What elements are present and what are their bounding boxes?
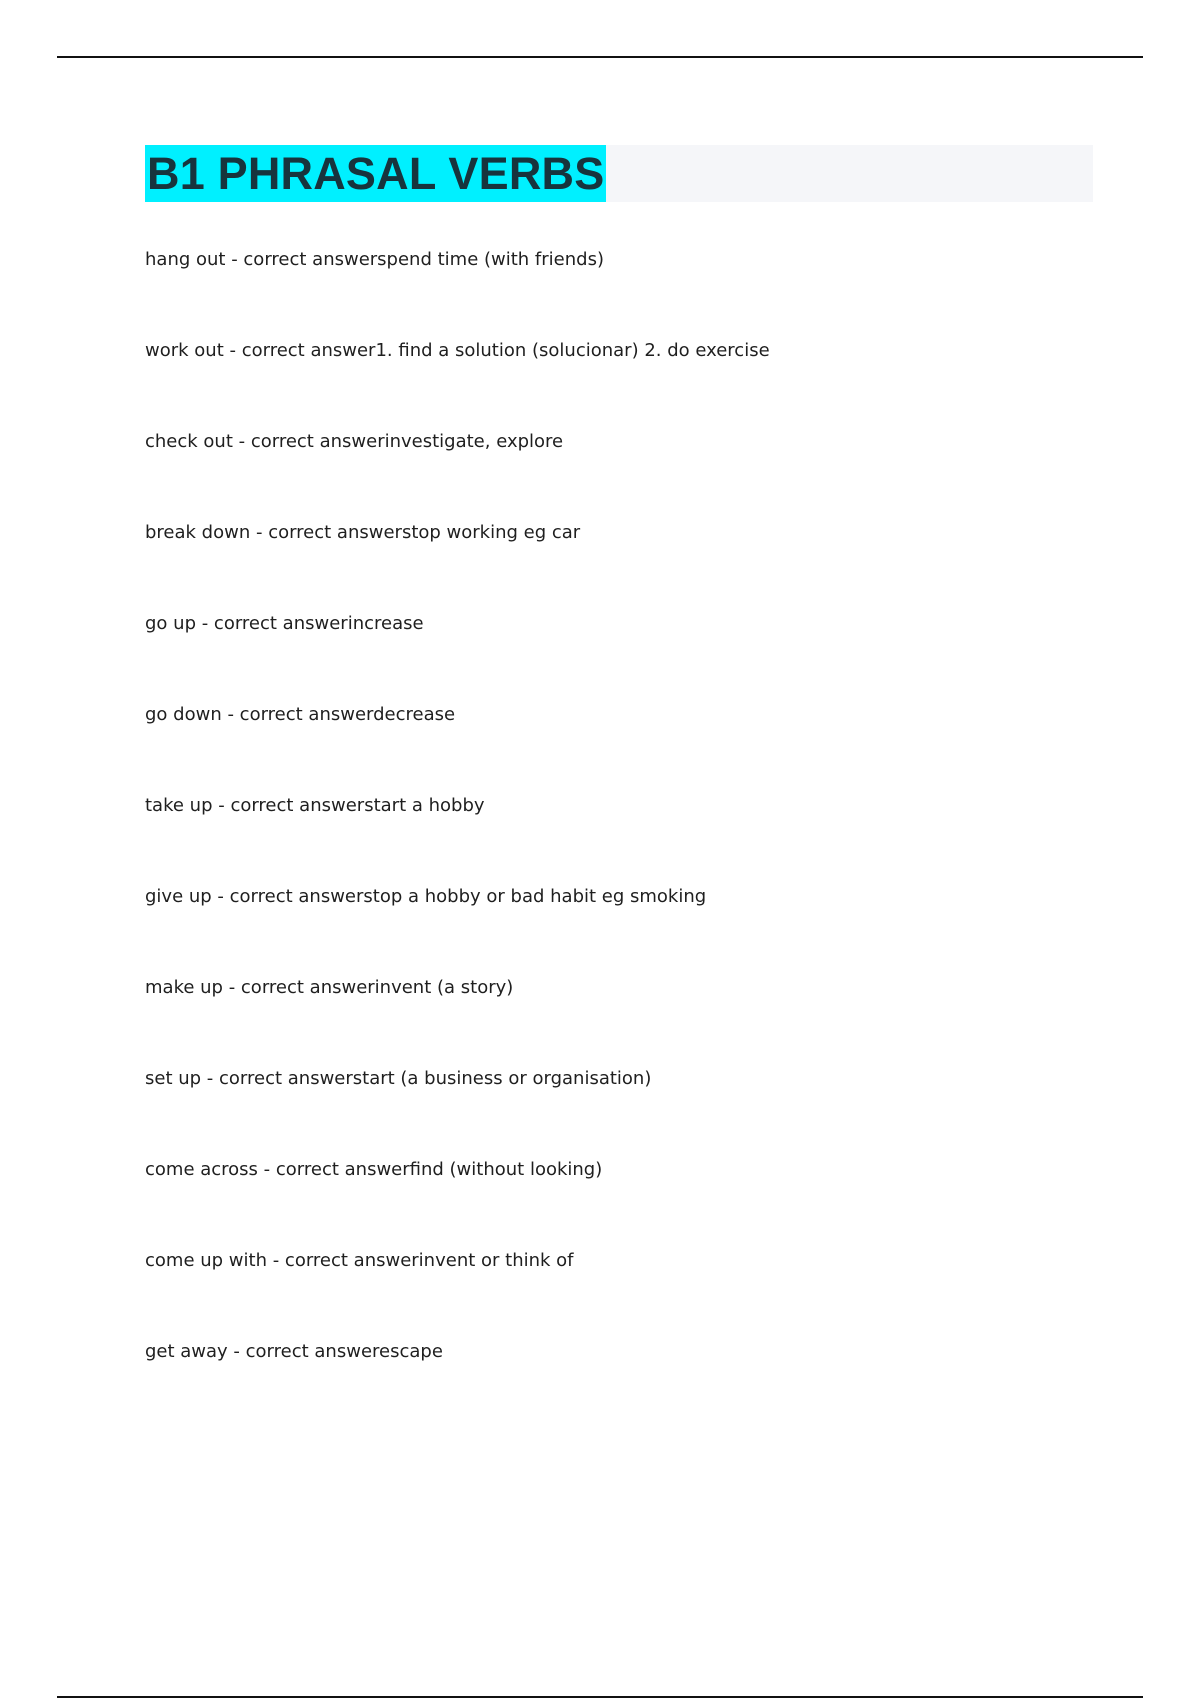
phrasal-verb-list bbox=[145, 244, 1095, 1427]
list-item: make up - correct answerinvent (a story) bbox=[145, 977, 514, 998]
list-item: go up - correct answerincrease bbox=[145, 613, 424, 634]
list-item: give up - correct answerstop a hobby or bad habit eg smoking bbox=[145, 886, 707, 907]
footer-rule bbox=[57, 1696, 1143, 1698]
list-item: hang out - correct answerspend time (with friends) bbox=[145, 249, 604, 270]
list-item: get away - correct answerescape bbox=[145, 1341, 443, 1362]
list-item: take up - correct answerstart a hobby bbox=[145, 795, 485, 816]
list-item: go down - correct answerdecrease bbox=[145, 704, 456, 725]
list-item: come across - correct answerfind (without looking) bbox=[145, 1159, 603, 1180]
document-title: B1 PHRASAL VERBS bbox=[145, 145, 606, 202]
list-item: come up with - correct answerinvent or think of bbox=[145, 1250, 574, 1271]
list-item: check out - correct answerinvestigate, explore bbox=[145, 431, 564, 452]
header-rule bbox=[57, 56, 1143, 58]
list-item: work out - correct answer1. find a solution (solucionar) 2. do exercise bbox=[145, 340, 770, 361]
list-item: break down - correct answerstop working eg car bbox=[145, 522, 581, 543]
list-item: set up - correct answerstart (a business or organisation) bbox=[145, 1068, 652, 1089]
